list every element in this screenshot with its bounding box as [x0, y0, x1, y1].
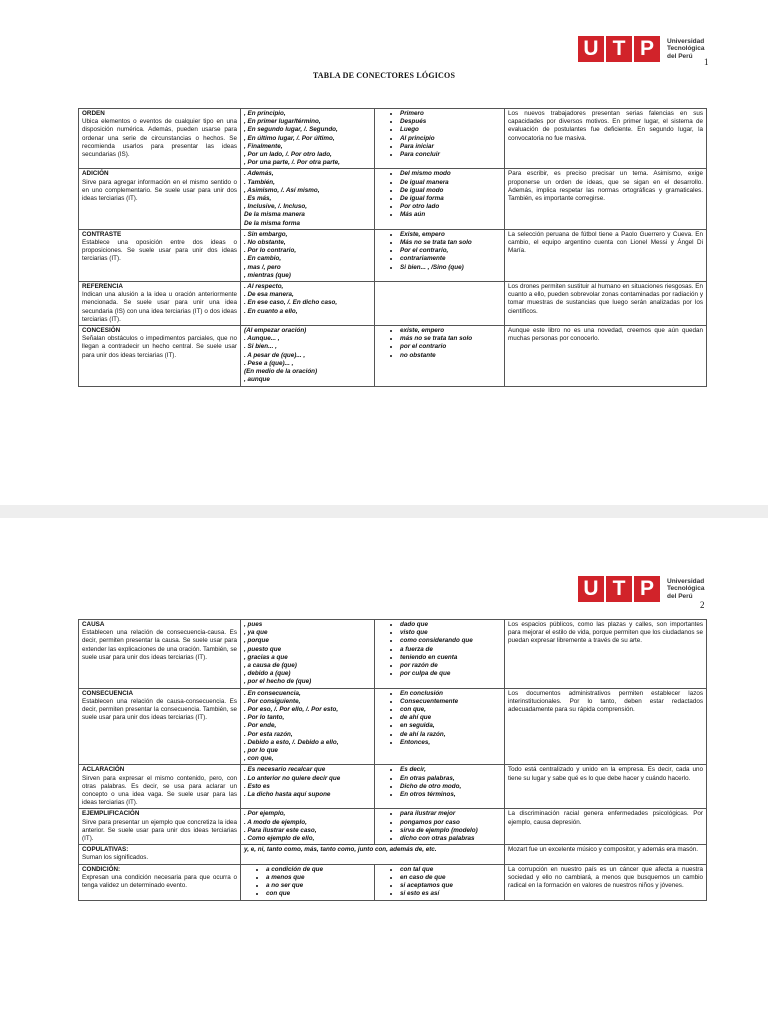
logo-letter-u: U: [578, 36, 604, 62]
connector-item: , pues: [244, 621, 263, 628]
connector-item: • en caso de que: [400, 874, 501, 882]
category-description: Sirve para presentar un ejemplo que concretiza la idea anterior. Se suele usar para unir dos ideas terciarias (IT).: [82, 818, 237, 843]
connector-item: • En conclusión: [400, 690, 501, 698]
connector-item: • Por otro lado: [400, 203, 501, 211]
connectors-list-a: [244, 866, 371, 899]
connector-item: • como considerando que: [400, 637, 501, 645]
category-description: Indican una alusión a la idea u oración anteriormente mencionada. Se suele usar para unir una idea secundaria (IS) con una idea terciarias (IT) o dos ideas terciarias (IT).: [82, 291, 237, 323]
connector-item: . No obstante,: [244, 239, 286, 247]
example-cell: Los espacios públicos, como las plazas y calles, son importantes para mejorar el estilo de vida, porque permiten que los ciudadanos se puedan expresar libremente a través de su arte.: [505, 620, 707, 689]
connector-item: • si aceptamos que: [400, 882, 501, 890]
connector-item: . Lo anterior no quiere decir que: [244, 774, 341, 782]
table-row: [79, 864, 707, 900]
connector-item: , debido a (que): [244, 670, 291, 678]
connector-item: (Al empezar oración): [244, 327, 307, 335]
table-row: [79, 688, 707, 765]
connectors-list-b: [378, 170, 501, 219]
connector-item: • a condición de que: [266, 866, 371, 874]
connectors-cell-a: [241, 282, 375, 326]
connectors-cell-a: [241, 620, 375, 689]
connector-item: . Esto es: [244, 782, 270, 790]
connector-item: . En cambio,: [244, 255, 282, 263]
connector-item: . Como ejemplo de ello,: [244, 835, 315, 843]
connector-item: , gracias a que: [244, 653, 288, 661]
connectors-list-b: [378, 621, 501, 678]
category-cell: [79, 864, 241, 900]
category-description: Ubica elementos o eventos de cualquier tipo en una disposición numérica. Además, pueden usarse para ordenar una serie de circunstancias o hechos. Se recomienda usarlos para presentar las ideas secundarias (IS).: [82, 118, 237, 159]
connector-item: • Luego: [400, 126, 501, 134]
example-cell: La discriminación racial genera enfermedades psicológicas. Por ejemplo, causa depresión.: [505, 809, 707, 845]
table-row: [79, 620, 707, 689]
category-description: Señalan obstáculos o impedimentos parciales, que no llegan a contradecir un hecho central. Se suele usar para unir dos ideas terciarias (IT).: [82, 335, 237, 359]
connector-item: , ya que: [244, 629, 268, 637]
category-cell: [79, 845, 241, 864]
example-cell: La corrupción en nuestro país es un cáncer que afecta a nuestra sociedad y ello no cambiará, a menos que busquemos un cambio radical en la formación en valores de nuestros niños y jóvenes.: [505, 864, 707, 900]
category-description: Establece una oposición entre dos ideas o proposiciones. Se suele usar para unir dos ideas terciarias (IT).: [82, 239, 237, 263]
table-row: [79, 282, 707, 326]
connector-item: . Por esta razón,: [244, 730, 293, 738]
connector-item: • Consecuentemente: [400, 698, 501, 706]
connector-item: . Sin embargo,: [244, 230, 288, 238]
connector-item: • dado que: [400, 621, 501, 629]
category-cell: [79, 109, 241, 169]
connector-item: , por lo que: [244, 747, 278, 755]
example-cell: Mozart fue un excelente músico y compositor, y además era masón.: [505, 845, 707, 864]
connector-item: . En consecuencia,: [244, 689, 301, 697]
page-number: 2: [700, 600, 705, 610]
connectors-list-b: [378, 810, 501, 843]
table-row: [79, 765, 707, 809]
example-cell: Los drones permiten sustituir al humano en situaciones riesgosas. En cuanto a ello, pueden sobrevolar zonas contaminadas por radiación y tomar muestras de sustancias que luego serán analizadas por los científicos.: [505, 282, 707, 326]
connector-item: De la misma manera: [244, 211, 305, 219]
connector-item: , a causa de (que): [244, 662, 297, 670]
connectors-cell-b: [375, 109, 505, 169]
connector-item: • Entonces,: [400, 739, 501, 747]
connector-item: • Del mismo modo: [400, 170, 501, 178]
connector-item: • Para iniciar: [400, 143, 501, 151]
connector-item: • Es decir,: [400, 766, 501, 774]
connector-item: . De esa manera,: [244, 291, 294, 299]
category-heading: CONDICIÓN:: [82, 865, 121, 873]
connectors-list-b: [378, 866, 501, 899]
connector-item: • De igual manera: [400, 179, 501, 187]
category-heading: ORDEN: [82, 110, 105, 117]
connector-item: . Si bien... ,: [244, 343, 277, 351]
connector-item: • Por el contrario,: [400, 247, 501, 255]
example-cell: La selección peruana de fútbol tiene a Paolo Guerrero y Cueva. En cambio, el equipo argentino cuenta con Lionel Messi y Ángel Di María.: [505, 229, 707, 281]
table-row: [79, 229, 707, 281]
connector-item: . En ese caso, /. En dicho caso,: [244, 299, 338, 307]
connector-item: , Por un lado, /. Por otro lado,: [244, 151, 332, 159]
connector-item: . Al respecto,: [244, 283, 284, 291]
connector-item: • por el contrario: [400, 343, 501, 351]
logo-letter-t: T: [606, 576, 632, 602]
connector-item: . Por lo tanto,: [244, 714, 285, 722]
connector-item: , puesto que: [244, 645, 282, 653]
category-description: Sirven para expresar el mismo contenido, pero, con otras palabras. Es decir, se usa para aclarar un concepto o una idea vaga. Se suele usar para las ideas terciarias (IT).: [82, 774, 237, 807]
table-row: [79, 169, 707, 229]
connector-item: • dicho con otras palabras: [400, 835, 501, 843]
connectors-cell-a: [241, 229, 375, 281]
connectors-cell-b: [375, 688, 505, 765]
connectors-cell-a: [241, 326, 375, 386]
connector-item: • Después: [400, 118, 501, 126]
table-row: [79, 845, 707, 864]
connector-item: . Por ejemplo,: [244, 810, 286, 818]
connectors-inline-cell: y, e, ni, tanto como, más, tanto como, junto con, además de, etc.: [241, 845, 505, 864]
connector-item: . Pese a (que)... ,: [244, 359, 294, 367]
connectors-table-1: [78, 108, 707, 387]
page-number: 1: [704, 57, 709, 67]
connector-item: . Es más,: [244, 195, 272, 203]
connectors-cell-a: [241, 109, 375, 169]
category-description: Suman los significados.: [82, 854, 149, 862]
utp-logo: [578, 36, 704, 62]
connector-item: • Si bien... , /Sino (que): [400, 264, 501, 272]
logo-letter-p: P: [634, 36, 660, 62]
connector-item: . A modo de ejemplo,: [244, 818, 307, 826]
connector-item: • De igual forma: [400, 195, 501, 203]
table-row: [79, 809, 707, 845]
connectors-cell-a: [241, 169, 375, 229]
connectors-cell-b: [375, 765, 505, 809]
utp-logo: [578, 576, 704, 602]
category-heading: CAUSA: [82, 621, 105, 628]
connector-item: (En medio de la oración): [244, 368, 318, 376]
category-heading: COPULATIVAS:: [82, 846, 129, 854]
connector-item: . Para ilustrar este caso,: [244, 826, 317, 834]
connectors-cell-b: [375, 326, 505, 386]
example-cell: Los documentos administrativos permiten establecer lazos interinstitucionales. Por lo tanto, deben estar redactados adecuadamente para su rápida comprensión.: [505, 688, 707, 765]
table-row: [79, 109, 707, 169]
logo-letter-p: P: [634, 576, 660, 602]
connector-item: , En principio,: [244, 110, 286, 117]
connector-item: . Además,: [244, 170, 274, 178]
document-page-1: [0, 0, 768, 505]
connector-item: • más no se trata tan solo: [400, 335, 501, 343]
connector-item: • con que,: [400, 706, 501, 714]
connector-item: • existe, empero: [400, 327, 501, 335]
connector-item: • visto que: [400, 629, 501, 637]
connector-item: , En último lugar, /. Por último,: [244, 134, 335, 142]
connector-item: • Más no se trata tan solo: [400, 239, 501, 247]
connectors-list-b: [378, 231, 501, 272]
connector-item: . A pesar de (que)... ,: [244, 351, 306, 359]
category-description: Establecen una relación de consecuencia-causa. Es decir, permiten presentar la causa. Se suele usar para extender las explicaciones de una oración. También, se suele usar para unir dos ideas terciarias (IT).: [82, 629, 237, 661]
category-cell: [79, 688, 241, 765]
connectors-cell-b: [375, 169, 505, 229]
connector-item: . Por consiguiente,: [244, 697, 301, 705]
connector-item: • Primero: [400, 110, 501, 118]
connector-item: • por culpa de que: [400, 670, 501, 678]
connector-item: , mas /, pero: [244, 263, 281, 271]
category-description: Establecen una relación de causa-consecuencia. Es decir, permiten presentar la consecuencia. También, se suele usar para unir dos ideas terciarias (IT).: [82, 697, 237, 722]
connectors-cell-a: [241, 765, 375, 809]
connector-item: • para ilustrar mejor: [400, 810, 501, 818]
connector-item: , con que,: [244, 755, 274, 763]
connector-item: • no obstante: [400, 352, 501, 360]
connector-item: . Por lo contrario,: [244, 247, 297, 255]
connector-item: , Asimismo, /. Así mismo,: [244, 186, 320, 194]
connectors-cell-b: [375, 229, 505, 281]
connector-item: , En segundo lugar, /. Segundo,: [244, 126, 338, 134]
connectors-cell-b: [375, 282, 505, 326]
category-description: Expresan una condición necesaria para que ocurra o tenga validez un determinado evento.: [82, 873, 237, 890]
connector-item: • Existe, empero: [400, 231, 501, 239]
connector-item: , Finalmente,: [244, 142, 283, 150]
category-cell: [79, 169, 241, 229]
connector-item: • a no ser que: [266, 882, 371, 890]
document-title: TABLA DE CONECTORES LÓGICOS: [312, 71, 456, 80]
connector-item: • Al principio: [400, 135, 501, 143]
category-cell: [79, 326, 241, 386]
logo-letter-u: U: [578, 576, 604, 602]
connector-item: , mientras (que): [244, 271, 291, 279]
connector-item: , En primer lugar/término,: [244, 118, 321, 126]
document-page-2: [0, 518, 768, 1024]
connector-item: , Inclusive, /. Incluso,: [244, 203, 307, 211]
logo-letter-t: T: [606, 36, 632, 62]
category-cell: [79, 620, 241, 689]
connector-item: • De igual modo: [400, 187, 501, 195]
connector-item: • sirva de ejemplo (modelo): [400, 827, 501, 835]
connector-item: , aunque: [244, 376, 270, 384]
connector-item: • teniendo en cuenta: [400, 654, 501, 662]
connectors-list-b: [378, 766, 501, 799]
category-heading: REFERENCIA: [82, 283, 123, 291]
connectors-cell-a: [241, 864, 375, 900]
university-name: Universidad Tecnológica del Perú: [667, 37, 705, 60]
connectors-list-b: [378, 327, 501, 360]
connector-item: • si esto es así: [400, 890, 501, 898]
connector-item: • a fuerza de: [400, 646, 501, 654]
connector-item: • de ahí que: [400, 714, 501, 722]
connector-item: • a menos que: [266, 874, 371, 882]
category-heading: EJEMPLIFICACIÓN: [82, 810, 140, 818]
connector-item: . Por eso, /. Por ello, /. Por esto,: [244, 706, 339, 714]
connector-item: • con tal que: [400, 866, 501, 874]
connector-item: • Más aún: [400, 211, 501, 219]
category-heading: ADICIÓN: [82, 170, 109, 178]
connector-item: • de ahí la razón,: [400, 731, 501, 739]
connector-item: De la misma forma: [244, 219, 300, 227]
category-cell: [79, 229, 241, 281]
connectors-cell-b: [375, 620, 505, 689]
connectors-list-b: [378, 110, 501, 159]
category-heading: ACLARACIÓN: [82, 766, 125, 774]
connector-item: , porque: [244, 637, 269, 645]
connectors-list-b: [378, 690, 501, 747]
connector-item: . Es necesario recalcar que: [244, 766, 326, 774]
connector-item: • por razón de: [400, 662, 501, 670]
connectors-cell-a: [241, 688, 375, 765]
connector-item: . La dicho hasta aquí supone: [244, 791, 331, 799]
category-cell: [79, 282, 241, 326]
table-row: [79, 326, 707, 386]
connectors-cell-b: [375, 864, 505, 900]
connector-item: . Debido a esto, /. Debido a ello,: [244, 738, 339, 746]
category-heading: CONTRASTE: [82, 230, 122, 238]
connector-item: , por el hecho de (que): [244, 678, 312, 686]
connector-item: • Para concluir: [400, 151, 501, 159]
connector-item: . En cuanto a ello,: [244, 307, 298, 315]
connector-item: • contrariamente: [400, 255, 501, 263]
category-description: Sirve para agregar información en el mismo sentido o en uno complementario. Se suele usar para unir dos ideas terciarias (IT).: [82, 178, 237, 203]
connectors-cell-b: [375, 809, 505, 845]
connector-item: . También,: [244, 178, 275, 186]
example-cell: Aunque este libro no es una novedad, creemos que aún quedan muchas personas por conocerlo.: [505, 326, 707, 386]
connector-item: • Dicho de otro modo,: [400, 783, 501, 791]
example-cell: Los nuevos trabajadores presentan serias falencias en sus capacidades por diversos motivos. En primer lugar, el sistema de evaluación de postulantes fue deficiente. En segundo lugar, la convocatoria no fue masiva.: [505, 109, 707, 169]
connector-item: • pongamos por caso: [400, 819, 501, 827]
connector-item: • en seguida,: [400, 722, 501, 730]
connector-item: . Por ende,: [244, 722, 277, 730]
connector-item: , Por una parte, /. Por otra parte,: [244, 159, 340, 167]
university-name: Universidad Tecnológica del Perú: [667, 577, 705, 600]
connectors-cell-a: [241, 809, 375, 845]
connectors-table-2: [78, 619, 707, 901]
category-cell: [79, 809, 241, 845]
category-heading: CONSECUENCIA: [82, 689, 134, 697]
example-cell: Para escribir, es preciso precisar un tema. Asimismo, exige proponerse un orden de ideas, que se sigan en el desarrollo. Además, implica respetar las normas ortográficas y gramaticales. También, es importante corregirse.: [505, 169, 707, 229]
category-cell: [79, 765, 241, 809]
connector-item: • En otras palabras,: [400, 775, 501, 783]
category-heading: CONCESIÓN: [82, 327, 121, 335]
connector-item: • con que: [266, 890, 371, 898]
connector-item: . Aunque... ,: [244, 335, 280, 343]
example-cell: Todo está centralizado y unido en la empresa. Es decir, cada uno tiene su lugar y sabe qué es lo que debe hacer y cuándo hacerlo.: [505, 765, 707, 809]
connector-item: • En otros términos,: [400, 791, 501, 799]
